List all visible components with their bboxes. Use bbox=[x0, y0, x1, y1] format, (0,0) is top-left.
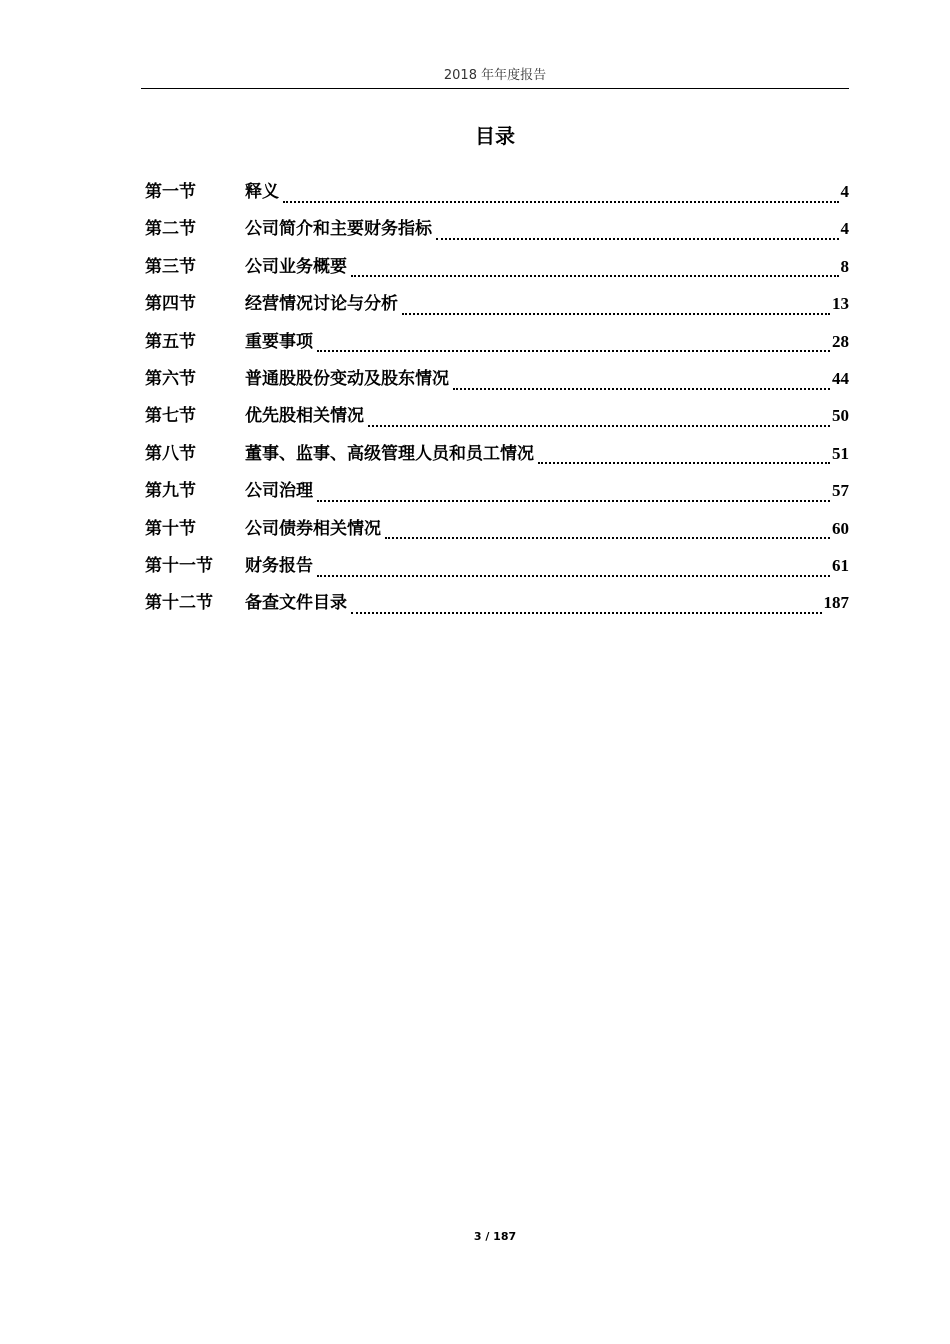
toc-entry[interactable] bbox=[145, 552, 849, 589]
toc-page-number: 44 bbox=[832, 368, 849, 388]
toc-section-name: 董事、监事、高级管理人员和员工情况 bbox=[245, 443, 534, 464]
toc-page-number: 61 bbox=[832, 555, 849, 575]
toc-section-number: 第五节 bbox=[145, 331, 196, 352]
toc-section-name: 经营情况讨论与分析 bbox=[245, 294, 398, 315]
toc-section-number: 第六节 bbox=[145, 368, 196, 389]
toc-section-name: 重要事项 bbox=[245, 331, 313, 352]
toc-section-number: 第四节 bbox=[145, 294, 196, 315]
toc-dot-leader bbox=[402, 299, 830, 319]
toc-entry[interactable] bbox=[145, 589, 849, 626]
page-footer: 3 / 187 bbox=[473, 1230, 517, 1243]
toc-section-name: 公司债券相关情况 bbox=[245, 518, 381, 539]
toc-page-number: 8 bbox=[840, 256, 849, 276]
toc-dot-leader bbox=[317, 486, 830, 506]
toc-page-number: 28 bbox=[832, 331, 849, 351]
table-of-contents bbox=[145, 178, 849, 627]
toc-section-name: 公司业务概要 bbox=[245, 256, 347, 277]
toc-entry[interactable] bbox=[145, 402, 849, 439]
toc-section-name: 优先股相关情况 bbox=[245, 406, 364, 427]
toc-entry[interactable] bbox=[145, 178, 849, 215]
toc-section-number: 第八节 bbox=[145, 443, 196, 464]
toc-entry[interactable] bbox=[145, 365, 849, 402]
toc-dot-leader bbox=[453, 374, 830, 394]
toc-section-number: 第十一节 bbox=[145, 555, 213, 576]
toc-section-number: 第十二节 bbox=[145, 593, 213, 614]
toc-page-number: 4 bbox=[840, 219, 849, 239]
toc-section-name: 财务报告 bbox=[245, 555, 313, 576]
toc-page-number: 57 bbox=[832, 481, 849, 501]
toc-section-number: 第七节 bbox=[145, 406, 196, 427]
toc-page-number: 187 bbox=[823, 593, 849, 613]
toc-entry[interactable] bbox=[145, 328, 849, 365]
toc-dot-leader bbox=[351, 598, 822, 618]
toc-section-number: 第二节 bbox=[145, 219, 196, 240]
toc-page-number: 51 bbox=[832, 443, 849, 463]
toc-dot-leader bbox=[283, 187, 839, 207]
toc-section-name: 普通股股份变动及股东情况 bbox=[245, 368, 449, 389]
toc-entry[interactable] bbox=[145, 215, 849, 252]
toc-title: 目录 bbox=[475, 124, 515, 148]
toc-section-name: 释义 bbox=[245, 182, 279, 202]
toc-section-number: 第十节 bbox=[145, 518, 196, 539]
toc-dot-leader bbox=[351, 261, 839, 281]
header-divider bbox=[141, 88, 849, 89]
toc-section-name: 备查文件目录 bbox=[245, 593, 347, 614]
toc-dot-leader bbox=[538, 448, 830, 468]
toc-section-number: 第一节 bbox=[145, 182, 196, 202]
toc-page-number: 4 bbox=[840, 182, 849, 201]
toc-dot-leader bbox=[317, 561, 830, 581]
toc-page-number: 60 bbox=[832, 518, 849, 538]
toc-entry[interactable] bbox=[145, 477, 849, 514]
toc-dot-leader bbox=[436, 224, 839, 244]
running-header: 2018 年年度报告 bbox=[443, 68, 547, 83]
toc-dot-leader bbox=[368, 411, 830, 431]
toc-page-number: 50 bbox=[832, 406, 849, 426]
toc-dot-leader bbox=[317, 336, 830, 356]
toc-section-name: 公司治理 bbox=[245, 481, 313, 502]
toc-section-number: 第九节 bbox=[145, 481, 196, 502]
toc-entry[interactable] bbox=[145, 290, 849, 327]
toc-entry[interactable] bbox=[145, 253, 849, 290]
toc-entry[interactable] bbox=[145, 440, 849, 477]
toc-dot-leader bbox=[385, 523, 830, 543]
toc-entry[interactable] bbox=[145, 515, 849, 552]
toc-section-name: 公司简介和主要财务指标 bbox=[245, 219, 432, 240]
toc-section-number: 第三节 bbox=[145, 256, 196, 277]
toc-page-number: 13 bbox=[832, 294, 849, 314]
